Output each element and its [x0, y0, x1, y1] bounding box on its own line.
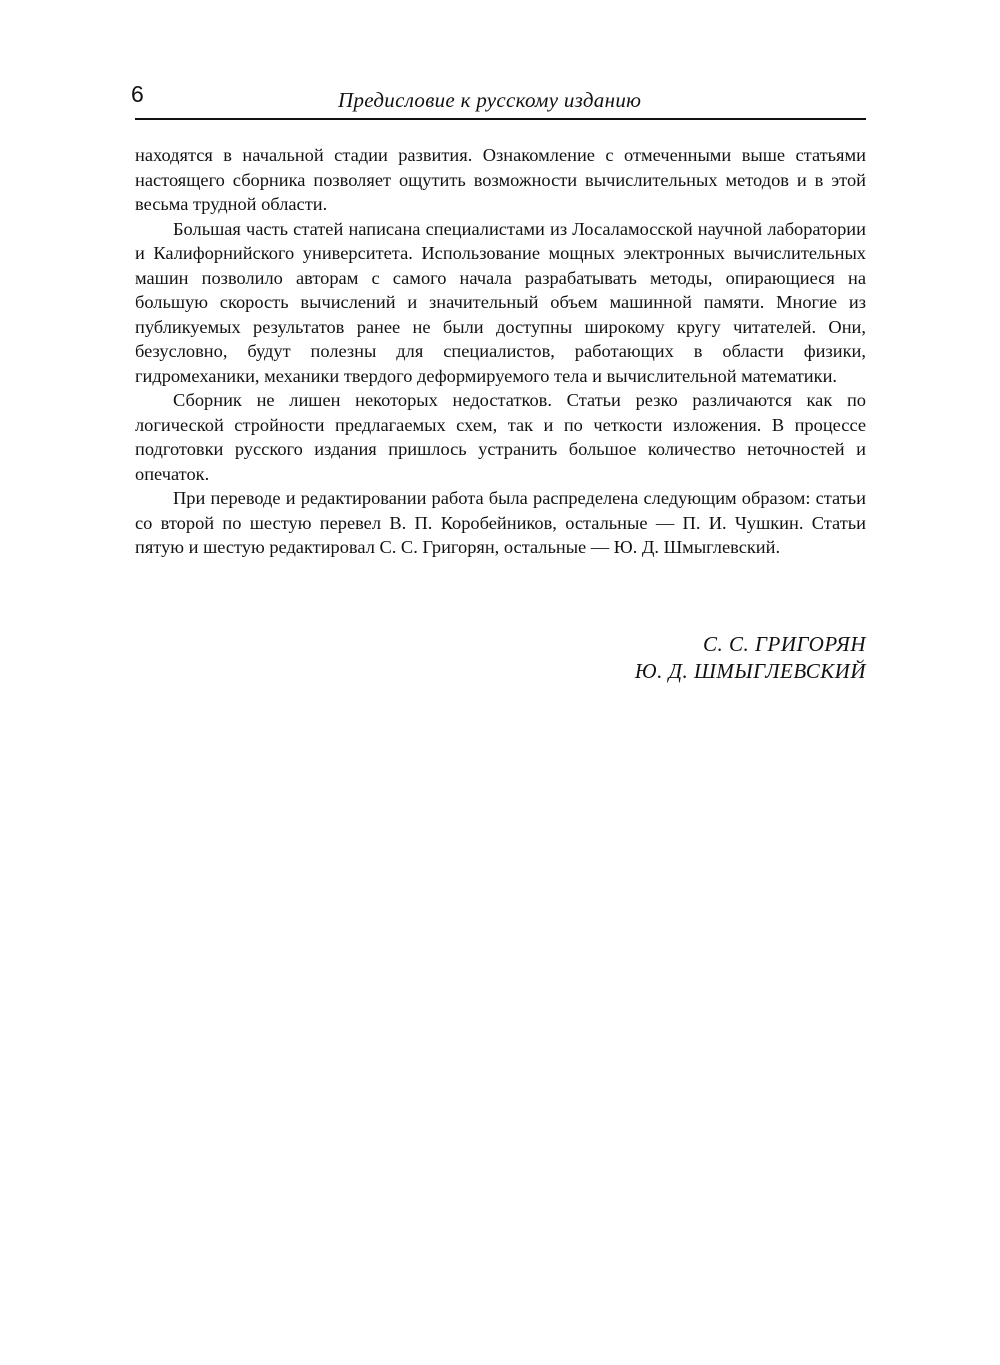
paragraph-authors: Большая часть статей написана специалистами из Лосаламосской научной лаборатории и Калифорнийского университета. Использование мощных электронных вычислительных машин позволило авторам с самого начала разрабатывать методы, опирающиеся на большую скорость вычислений и значительный объем машинной памяти. Многие из публикуемых результатов ранее не были доступны широкому кругу читателей. Они, безусловно, будут полезны для специалистов, работающих в области физики, гидромеханики, механики твердого деформируемого тела и вычислительной математики.: [135, 218, 866, 386]
page-number: 6: [131, 81, 144, 107]
paragraph-shortcomings: Сборник не лишен некоторых недостатков. Статьи резко различаются как по логической стройности предлагаемых схем, так и по четкости изложения. В процессе подготовки русского издания пришлось устранить большое количество неточностей и опечаток.: [135, 390, 866, 484]
signature-shmyglevsky: Ю. Д. ШМЫГЛЕВСКИЙ: [634, 659, 866, 683]
paragraph-continued: находятся в начальной стадии развития. Ознакомление с отмеченными выше статьями настоящего сборника позволяет ощутить возможности вычислительных методов и в этой весьма трудной области.: [135, 145, 866, 214]
paragraph-translation-credits: При переводе и редактировании работа была распределена следующим образом: статьи со второй по шестую перевел В. П. Коробейников, остальные — П. И. Чушкин. Статьи пятую и шестую редактировал С. С. Григорян, остальные — Ю. Д. Шмыглевский.: [135, 488, 866, 557]
running-title: Предисловие к русскому изданию: [338, 88, 642, 112]
signature-grigoryan: С. С. ГРИГОРЯН: [703, 632, 866, 656]
signature-block: [466, 631, 866, 685]
body-text: [135, 143, 866, 560]
header-divider: [135, 118, 866, 120]
